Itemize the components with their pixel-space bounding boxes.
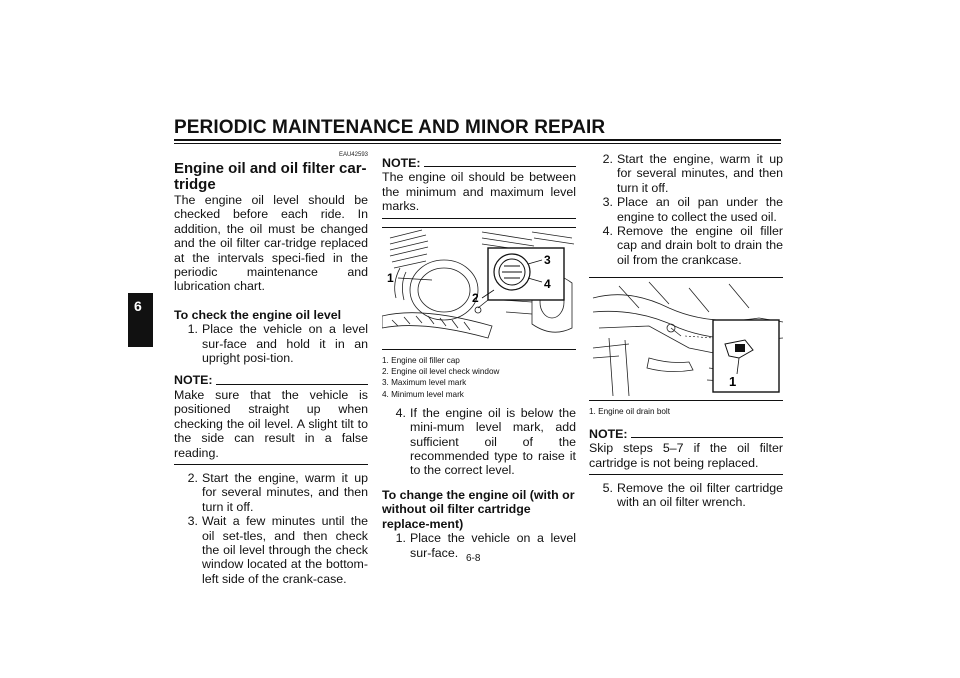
note-header: [382, 156, 576, 170]
page-header-title: PERIODIC MAINTENANCE AND MINOR REPAIR: [174, 117, 606, 138]
callout-4: 4: [544, 276, 551, 291]
step-number: 1.: [395, 531, 406, 546]
section-code: EAU42593: [338, 152, 368, 158]
caption-item: 2. Engine oil level check window: [382, 367, 500, 377]
callout-2: 2: [472, 290, 479, 305]
step-text: If the engine oil is below the mini-mum level mark, add sufficient oil of the recommended type to raise it to the correct level.: [410, 405, 576, 478]
step-text: Wait a few minutes until the oil set-tles, and then check the oil level through the check window located at the bottom-left side of the crank-case.: [202, 514, 368, 586]
step-text: Place an oil pan under the engine to collect the used oil.: [617, 195, 783, 224]
step-3: [174, 514, 368, 586]
step-number: 5.: [602, 481, 613, 496]
callout-3: 3: [544, 252, 551, 267]
step-number: 4.: [395, 405, 406, 420]
step-number: 3.: [602, 195, 613, 210]
caption-item: 3. Maximum level mark: [382, 378, 467, 388]
drain-bolt-figure: [589, 277, 783, 400]
step-3: [589, 195, 783, 224]
note-label: NOTE:: [589, 426, 628, 441]
caption-item: 4. Minimum level mark: [382, 389, 464, 399]
note-text: Make sure that the vehicle is positioned straight up when checking the oil level. A slight tilt to the side can result in a false reading.: [174, 387, 368, 460]
step-text: Start the engine, warm it up for several minutes, and then turn it off.: [617, 152, 783, 195]
header-rule-thin: [174, 143, 781, 144]
note-rule: [424, 166, 576, 167]
step-text: Start the engine, warm it up for several minutes, and then turn it off.: [202, 470, 368, 514]
note-label: NOTE:: [382, 156, 421, 170]
callout-1: 1: [729, 374, 737, 390]
note-rule: [216, 384, 368, 385]
figure-captions: [589, 406, 783, 417]
caption-item: 1. Engine oil drain bolt: [589, 406, 671, 416]
column-1: [174, 152, 368, 586]
note-header: [174, 373, 368, 387]
note-header: [589, 427, 783, 441]
step-number: 1.: [187, 322, 198, 337]
step-text: Place the vehicle on a level sur-face and hold it in an upright posi-tion.: [202, 322, 368, 366]
note-end-rule: [589, 474, 783, 475]
engine-illustration: [382, 228, 576, 346]
step-2: [589, 152, 783, 195]
step-4: [382, 406, 576, 478]
header-rule: [174, 139, 781, 141]
section-heading: Engine oil and oil filter car-tridge: [174, 160, 367, 193]
engine-oil-window-figure: [382, 227, 576, 350]
note-label: NOTE:: [174, 373, 213, 388]
column-2: [382, 152, 576, 560]
note-text: Skip steps 5–7 if the oil filter cartridge is not being replaced.: [589, 441, 783, 470]
step-1: [174, 322, 368, 365]
step-text: Remove the oil filter cartridge with an oil filter wrench.: [617, 481, 783, 510]
step-number: 2.: [187, 470, 198, 485]
callout-1: 1: [387, 270, 394, 285]
step-text: Place the vehicle on a level sur-face.: [410, 531, 576, 560]
intro-paragraph: The engine oil level should be checked before each ride. In addition, the oil must be changed and the oil filter car-tridge replaced at the intervals speci-fied in the periodic maintenance and lubrication chart.: [174, 193, 368, 294]
step-5: [589, 481, 783, 510]
figure-captions: [382, 355, 576, 400]
note-end-rule: [174, 464, 368, 465]
note-rule: [631, 437, 783, 438]
column-3: [589, 152, 783, 510]
chapter-tab-number: 6: [134, 298, 142, 314]
note-end-rule: [382, 218, 576, 219]
note-text: The engine oil should be between the minimum and maximum level marks.: [382, 170, 576, 214]
step-text: Remove the engine oil filler cap and drain bolt to drain the oil from the crankcase.: [617, 224, 783, 267]
step-number: 3.: [187, 514, 198, 529]
page-number: 6-8: [466, 553, 481, 564]
caption-item: 1. Engine oil filler cap: [382, 356, 460, 366]
step-4: [589, 224, 783, 267]
subheading-change-oil: To change the engine oil (with or without oil filter cartridge replace-ment): [382, 487, 575, 531]
subheading-check-oil: To check the engine oil level: [174, 307, 342, 322]
step-2: [174, 471, 368, 514]
drain-bolt-illustration: [589, 278, 783, 396]
step-number: 4.: [602, 224, 613, 239]
step-number: 2.: [602, 152, 613, 166]
